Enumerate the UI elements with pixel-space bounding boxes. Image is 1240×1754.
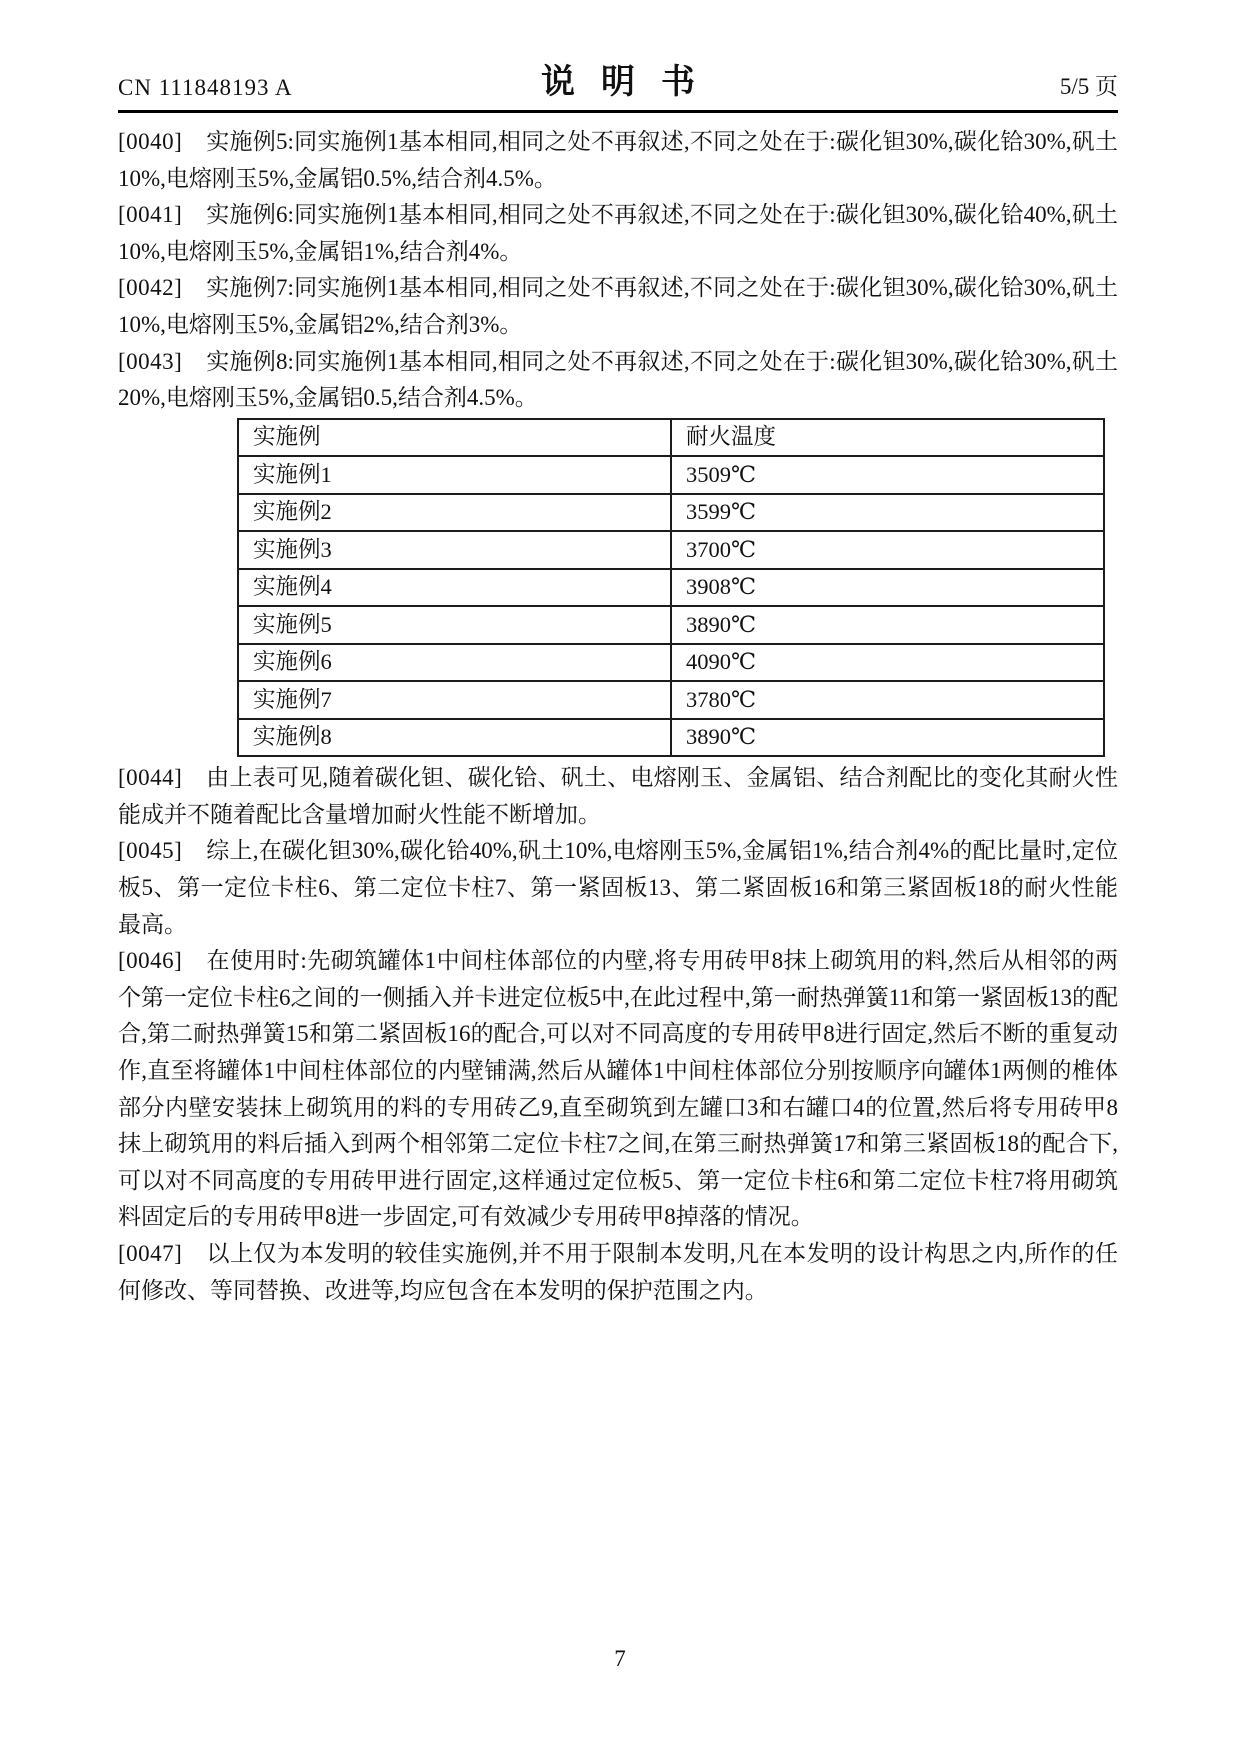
paragraph-text: 以上仅为本发明的较佳实施例,并不用于限制本发明,凡在本发明的设计构思之内,所作的任何修改、等同替换、改进等,均应包含在本发明的保护范围之内。 bbox=[118, 1240, 1118, 1303]
page-content bbox=[118, 0, 1118, 1309]
table-row bbox=[238, 494, 1104, 532]
table-row bbox=[238, 644, 1104, 682]
paragraph-text: 实施例8:同实施例1基本相同,相同之处不再叙述,不同之处在于:碳化钽30%,碳化铪30%,矾土20%,电熔刚玉5%,金属铝0.5,结合剂4.5%。 bbox=[118, 348, 1118, 411]
paragraph-0040 bbox=[118, 124, 1118, 197]
table-row bbox=[238, 681, 1104, 719]
patent-number: CN 111848193 A bbox=[118, 75, 293, 100]
table-cell-example: 实施例4 bbox=[238, 569, 671, 607]
table-cell-temperature: 3908℃ bbox=[671, 569, 1104, 607]
paragraph-tag: [0040] bbox=[118, 129, 183, 154]
running-head bbox=[118, 0, 1118, 103]
table-cell-example: 实施例2 bbox=[238, 494, 671, 532]
paragraph-text: 综上,在碳化钽30%,碳化铪40%,矾土10%,电熔刚玉5%,金属铝1%,结合剂4%的配比量时,定位板5、第一定位卡柱6、第二定位卡柱7、第一紧固板13、第二紧固板16和第三紧固板18的耐火性能最高。 bbox=[118, 838, 1118, 937]
table-cell-temperature: 3890℃ bbox=[671, 719, 1104, 757]
table-row bbox=[238, 719, 1104, 757]
table-cell-example: 实施例7 bbox=[238, 681, 671, 719]
paragraph-tag: [0045] bbox=[118, 838, 183, 864]
table-cell-temperature: 3890℃ bbox=[671, 606, 1104, 644]
description-body bbox=[118, 113, 1118, 1309]
paragraph-0046 bbox=[118, 943, 1118, 1236]
paragraph-tag: [0047] bbox=[118, 1240, 183, 1266]
table-cell-temperature: 3509℃ bbox=[671, 456, 1104, 494]
table-cell-temperature: 3700℃ bbox=[671, 531, 1104, 569]
page-indicator: 5/5 页 bbox=[1059, 74, 1118, 99]
table-row bbox=[238, 456, 1104, 494]
paragraph-tag: [0043] bbox=[118, 348, 183, 374]
page-number: 7 bbox=[614, 1646, 626, 1671]
fire-resistance-table bbox=[237, 418, 1105, 758]
table-row bbox=[238, 606, 1104, 644]
paragraph-0047 bbox=[118, 1236, 1118, 1309]
paragraph-tag: [0041] bbox=[118, 202, 183, 228]
table-cell-example: 实施例3 bbox=[238, 531, 671, 569]
table-cell-temperature: 3599℃ bbox=[671, 494, 1104, 532]
table-cell-temperature: 4090℃ bbox=[671, 644, 1104, 682]
paragraph-0041 bbox=[118, 197, 1118, 270]
paragraph-0043 bbox=[118, 344, 1118, 417]
table-header-temperature: 耐火温度 bbox=[671, 419, 1104, 457]
paragraph-text: 实施例5:同实施例1基本相同,相同之处不再叙述,不同之处在于:碳化钽30%,碳化铪30%,矾土10%,电熔刚玉5%,金属铝0.5%,结合剂4.5%。 bbox=[118, 129, 1118, 191]
paragraph-text: 由上表可见,随着碳化钽、碳化铪、矾土、电熔刚玉、金属铝、结合剂配比的变化其耐火性能成并不随着配比含量增加耐火性能不断增加。 bbox=[118, 765, 1118, 827]
paragraph-tag: [0046] bbox=[118, 948, 183, 974]
paragraph-tag: [0042] bbox=[118, 275, 183, 301]
paragraph-text: 在使用时:先砌筑罐体1中间柱体部位的内壁,将专用砖甲8抹上砌筑用的料,然后从相邻的两个第一定位卡柱6之间的一侧插入并卡进定位板5中,在此过程中,第一耐热弹簧11和第一紧固板13的配合,第二耐热弹簧15和第二紧固板16的配合,可以对不同高度的专用砖甲8进行固定,然后不断的重复动作,直至将罐体1中间柱体部位的内壁铺满,然后从罐体1中间柱体部位分别按顺序向罐体1两侧的椎体部分内壁安装抹上砌筑用的料的专用砖乙9,直至砌筑到左罐口3和右罐口4的位置,然后将专用砖甲8抹上砌筑用的料后插入到两个相邻第二定位卡柱7之间,在第三耐热弹簧17和第三紧固板18的配合下,可以对不同高度的专用砖甲进行固定,这样通过定位板5、第一定位卡柱6和第二定位卡柱7将用砌筑料固定后的专用砖甲8进一步固定,可有效减少专用砖甲8掉落的情况。 bbox=[118, 948, 1118, 1230]
table-row bbox=[238, 531, 1104, 569]
table-cell-example: 实施例1 bbox=[238, 456, 671, 494]
table-cell-example: 实施例6 bbox=[238, 644, 671, 682]
paragraph-0045 bbox=[118, 833, 1118, 943]
page-footer bbox=[0, 1646, 1240, 1672]
table-row bbox=[238, 569, 1104, 607]
paragraph-0042 bbox=[118, 270, 1118, 343]
table-header-row bbox=[238, 419, 1104, 457]
paragraph-tag: [0044] bbox=[118, 765, 183, 791]
paragraph-text: 实施例6:同实施例1基本相同,相同之处不再叙述,不同之处在于:碳化钽30%,碳化铪40%,矾土10%,电熔刚玉5%,金属铝1%,结合剂4%。 bbox=[118, 202, 1118, 264]
paragraph-text: 实施例7:同实施例1基本相同,相同之处不再叙述,不同之处在于:碳化钽30%,碳化铪30%,矾土10%,电熔刚玉5%,金属铝2%,结合剂3%。 bbox=[118, 275, 1118, 337]
paragraph-0044 bbox=[118, 760, 1118, 833]
table-header-example: 实施例 bbox=[238, 419, 671, 457]
table-cell-example: 实施例8 bbox=[238, 719, 671, 757]
table-cell-example: 实施例5 bbox=[238, 606, 671, 644]
document-title: 说明书 bbox=[541, 64, 721, 101]
table-cell-temperature: 3780℃ bbox=[671, 681, 1104, 719]
